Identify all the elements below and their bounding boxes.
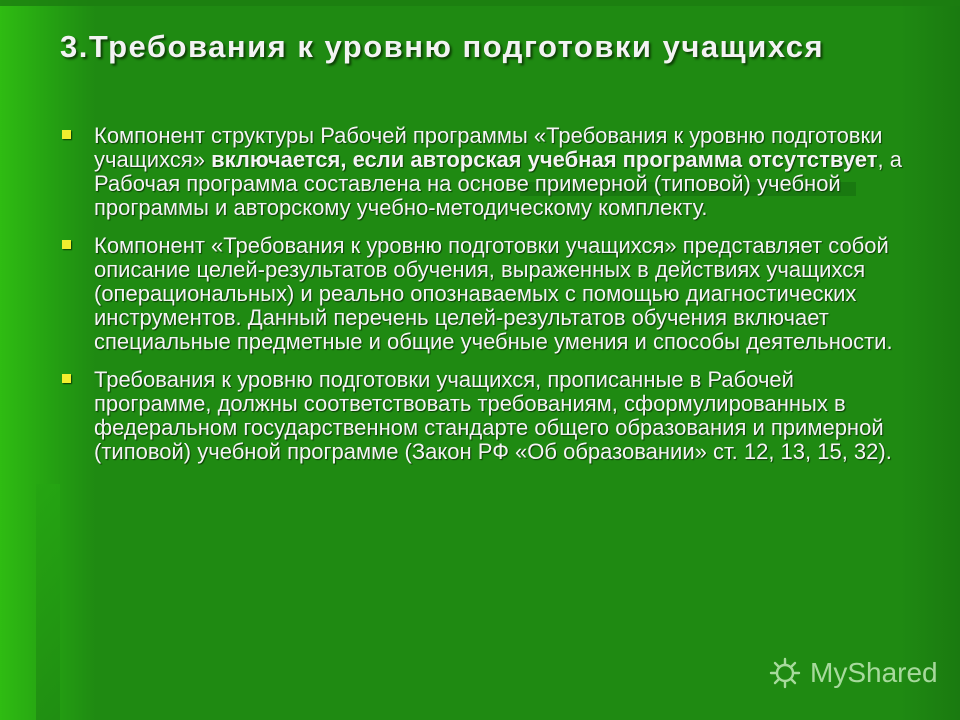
bullet-item (60, 368, 906, 464)
bullet-item (60, 124, 906, 220)
bullet-text-bold: включается, если авторская учебная программа отсутствует (211, 147, 878, 172)
bullet-text (94, 124, 906, 220)
background-top-band (0, 0, 960, 6)
square-bullet-icon (62, 130, 71, 139)
watermark-text: MyShared (810, 657, 938, 688)
bullet-item (60, 234, 906, 354)
bullet-text-part: , а Рабочая программа составлена на основе примерной (типовой) учебной программы и авторскому учебно-методическому комплекту. (94, 147, 902, 220)
background-right-shade (900, 0, 960, 720)
bullet-text: Требования к уровню подготовки учащихся, прописанные в Рабочей программе, должны соответствовать требованиям, сформулированных в федеральном государственном стандарте общего образования и примерной (типовой) учебной программе (Закон РФ «Об образовании» ст. 12, 13, 15, 32). (94, 367, 892, 464)
background-left-band (36, 484, 60, 720)
bullet-list (60, 124, 906, 478)
myshared-logo-icon (768, 656, 802, 690)
square-bullet-icon (62, 374, 71, 383)
square-bullet-icon (62, 240, 71, 249)
bullet-text: Компонент «Требования к уровню подготовки учащихся» представляет собой описание целей-результатов обучения, выраженных в действиях учащихся (операциональных) и реально опознаваемых с помощью диагностических инструментов. Данный перечень целей-результатов обучения включает специальные предметные и общие учебные умения и способы деятельности. (94, 233, 893, 354)
slide-title: 3.Требования к уровню подготовки учащихся (60, 29, 825, 64)
watermark (768, 656, 938, 690)
bullet-text-part: Компонент структуры Рабочей программы «Требования к уровню подготовки учащихся» (94, 123, 883, 172)
